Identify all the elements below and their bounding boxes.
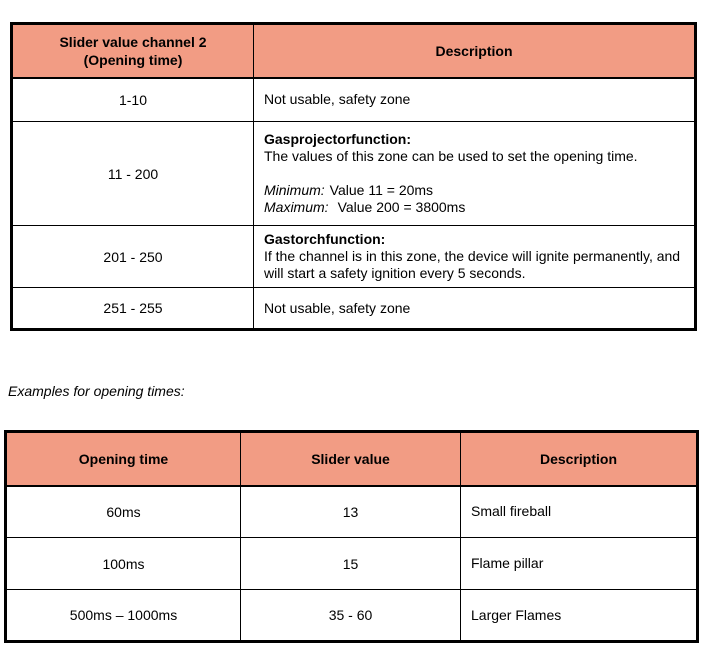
header-opening-time: Opening time: [6, 432, 241, 486]
header-slider-value-channel2: [12, 24, 254, 78]
header-line2: (Opening time): [83, 51, 183, 68]
table-header-row: [6, 432, 698, 486]
table-row: [6, 538, 698, 590]
description-cell: Not usable, safety zone: [254, 288, 696, 330]
table-row: [12, 78, 696, 122]
table-row: [6, 486, 698, 538]
maximum-line: [264, 199, 684, 216]
slider-value-channel2-table: [10, 22, 697, 331]
opening-time-cell: 100ms: [6, 538, 241, 590]
minimum-value: Value 11 = 20ms: [329, 182, 434, 198]
description-body: If the channel is in this zone, the device will ignite permanently, and will start a safety ignition every 5 seconds.: [264, 248, 681, 281]
range-cell: 201 - 250: [12, 226, 254, 288]
description-cell: Flame pillar: [461, 538, 698, 590]
description-title: Gastorchfunction:: [264, 231, 386, 247]
description-body: The values of this zone can be used to set the opening time.: [264, 148, 638, 164]
minimum-line: [264, 182, 684, 199]
header-line1: Slider value channel 2: [59, 33, 207, 50]
table-row: [12, 226, 696, 288]
description-cell: [254, 122, 696, 226]
table-row: [12, 122, 696, 226]
range-cell: 11 - 200: [12, 122, 254, 226]
description-cell: Small fireball: [461, 486, 698, 538]
blank-line: [264, 165, 684, 182]
opening-time-cell: 60ms: [6, 486, 241, 538]
table-row: [12, 288, 696, 330]
header-slider-value: Slider value: [241, 432, 461, 486]
slider-value-cell: 15: [241, 538, 461, 590]
table-header-row: [12, 24, 696, 78]
opening-time-cell: 500ms – 1000ms: [6, 590, 241, 642]
table-row: [6, 590, 698, 642]
range-cell: 1-10: [12, 78, 254, 122]
slider-value-cell: 35 - 60: [241, 590, 461, 642]
description-cell: [254, 226, 696, 288]
opening-time-examples-table: [4, 430, 699, 643]
examples-caption: Examples for opening times:: [8, 383, 185, 399]
range-cell: 251 - 255: [12, 288, 254, 330]
header-description: Description: [461, 432, 698, 486]
description-cell: Not usable, safety zone: [254, 78, 696, 122]
header-description: Description: [254, 24, 696, 78]
minimum-label: Minimum:: [264, 182, 325, 198]
maximum-value: Value 200 = 3800ms: [337, 199, 466, 215]
description-title: Gasprojectorfunction:: [264, 131, 412, 147]
slider-value-cell: 13: [241, 486, 461, 538]
maximum-label: Maximum:: [264, 199, 329, 215]
description-cell: Larger Flames: [461, 590, 698, 642]
